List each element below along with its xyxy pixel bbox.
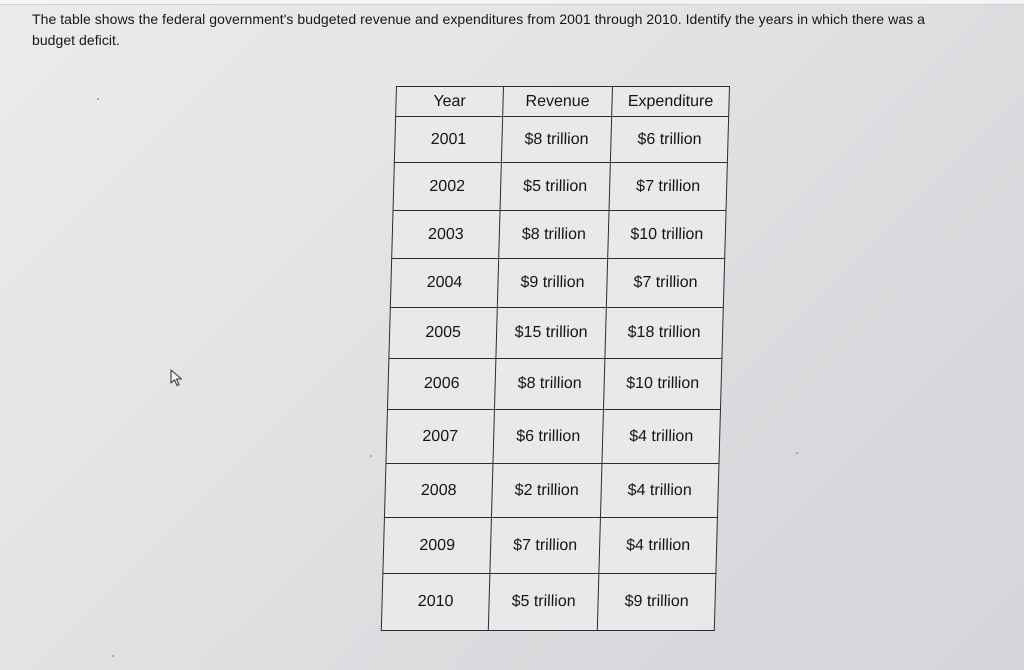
- expenditure-cell: $4 trillion: [602, 410, 721, 464]
- dust-speck: [112, 655, 114, 657]
- table-row: [383, 518, 718, 574]
- year-cell: 2007: [386, 410, 495, 464]
- revenue-cell: $6 trillion: [493, 410, 604, 464]
- header-year: Year: [396, 87, 504, 117]
- dust-speck: [370, 455, 372, 457]
- table-row: [393, 163, 727, 211]
- year-cell: 2005: [389, 308, 497, 359]
- header-revenue: Revenue: [503, 87, 613, 117]
- year-cell: 2006: [387, 359, 495, 410]
- dust-speck: [796, 452, 798, 454]
- top-divider: [0, 0, 1024, 5]
- table-row: [394, 117, 728, 163]
- expenditure-cell: $6 trillion: [610, 117, 728, 163]
- revenue-cell: $15 trillion: [496, 308, 606, 359]
- year-cell: 2010: [381, 574, 490, 631]
- revenue-cell: $8 trillion: [501, 117, 611, 163]
- table-row: [384, 464, 719, 518]
- expenditure-cell: $7 trillion: [606, 259, 724, 308]
- expenditure-cell: $9 trillion: [597, 574, 716, 631]
- budget-table: [381, 86, 730, 631]
- revenue-cell: $9 trillion: [497, 259, 607, 308]
- revenue-cell: $5 trillion: [500, 163, 610, 211]
- table-row: [390, 259, 724, 308]
- question-line-1: The table shows the federal government's budgeted revenue and expenditures from 2001 through 2010. Identify the years in which there was a: [32, 11, 925, 27]
- question-line-2: budget deficit.: [32, 32, 120, 48]
- expenditure-cell: $18 trillion: [605, 308, 723, 359]
- expenditure-cell: $10 trillion: [603, 359, 721, 410]
- revenue-cell: $7 trillion: [490, 518, 601, 574]
- table-row: [389, 308, 723, 359]
- expenditure-cell: $4 trillion: [600, 464, 719, 518]
- expenditure-cell: $4 trillion: [599, 518, 718, 574]
- year-cell: 2001: [394, 117, 502, 163]
- header-expenditure: Expenditure: [612, 87, 730, 117]
- revenue-cell: $2 trillion: [491, 464, 602, 518]
- expenditure-cell: $7 trillion: [609, 163, 727, 211]
- year-cell: 2009: [383, 518, 492, 574]
- year-cell: 2004: [390, 259, 498, 308]
- expenditure-cell: $10 trillion: [608, 211, 726, 259]
- year-cell: 2008: [384, 464, 493, 518]
- mouse-pointer-icon: [170, 369, 184, 387]
- revenue-cell: $5 trillion: [488, 574, 599, 631]
- year-cell: 2003: [392, 211, 500, 259]
- table-row: [387, 359, 721, 410]
- table-row: [381, 574, 716, 631]
- revenue-cell: $8 trillion: [499, 211, 609, 259]
- dust-speck: [97, 98, 99, 100]
- table-row: [392, 211, 726, 259]
- table-header-row: [396, 87, 730, 117]
- revenue-cell: $8 trillion: [494, 359, 604, 410]
- year-cell: 2002: [393, 163, 501, 211]
- question-text: [32, 9, 1022, 51]
- table-row: [386, 410, 721, 464]
